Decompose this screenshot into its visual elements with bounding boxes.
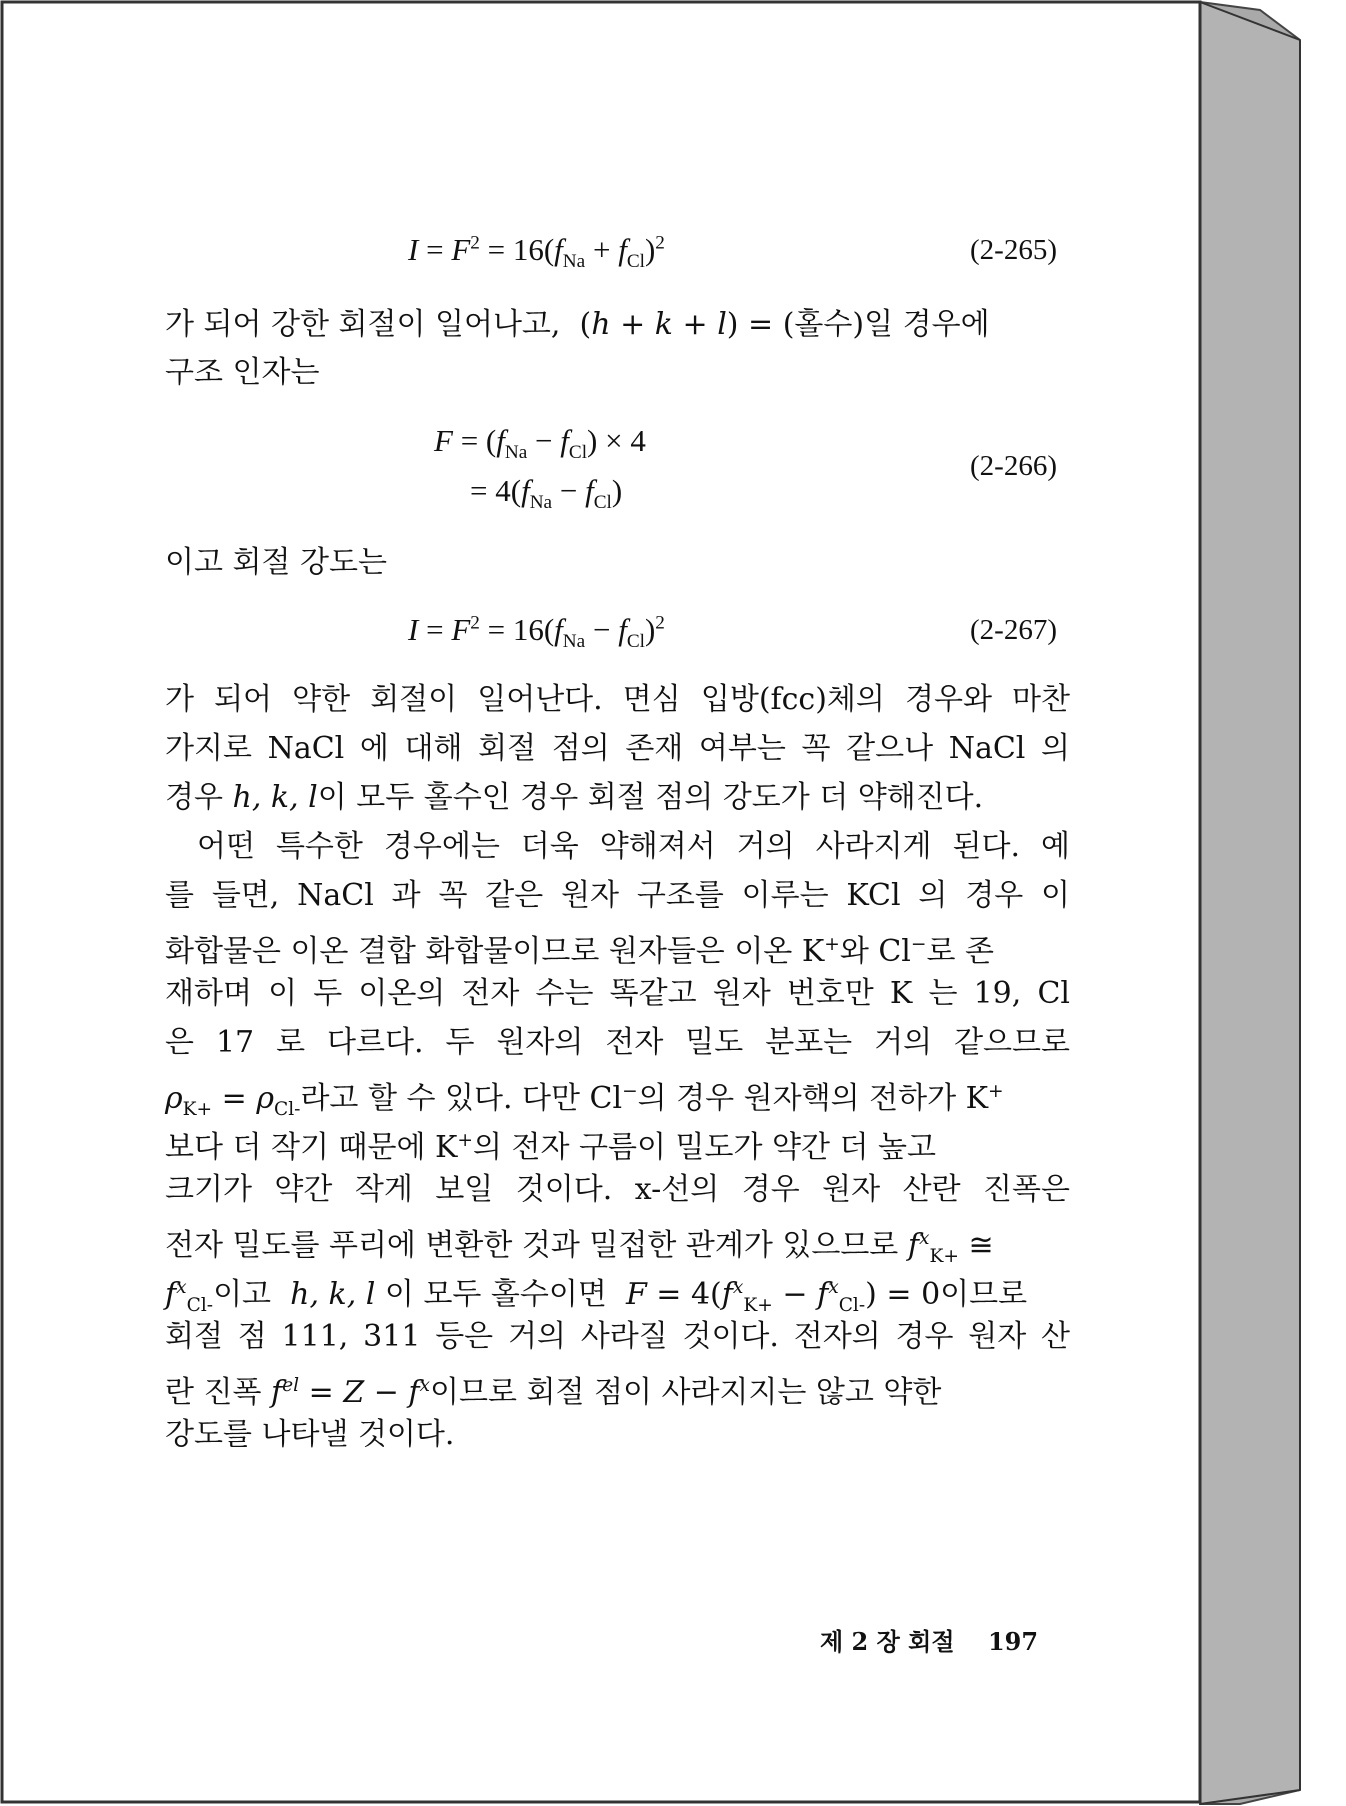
paragraph-line: 보다 더 작기 때문에 K+의 전자 구름이 밀도가 약간 더 높고: [165, 1130, 936, 1165]
paragraph-line: $f^x_{Cl-}$이고 h, k, l 이 모두 홀수이면 $F = 4(f^x_{K+} - f^x_{Cl-}) = 0$이므로: [165, 1277, 1028, 1316]
paragraph-line: 크기가 약간 작게 보일 것이다. x-선의 경우 원자 산란 진폭은: [165, 1172, 1070, 1207]
equation-number-2-265: (2-265): [970, 234, 1057, 266]
paragraph-line: 가지로 NaCl 에 대해 회절 점의 존재 여부는 꼭 같으나 NaCl 의: [165, 731, 1070, 766]
chapter-label: 제 2 장 회절: [820, 1627, 955, 1656]
paragraph-line: 이고 회절 강도는: [165, 545, 387, 580]
paragraph-line: 란 진폭 $f^{el} = Z - f^x$이므로 회절 점이 사라지지는 않고 약한: [165, 1375, 942, 1410]
paragraph-line: 회절 점 111, 311 등은 거의 사라질 것이다. 전자의 경우 원자 산: [165, 1319, 1070, 1354]
paragraph-line: 은 17 로 다르다. 두 원자의 전자 밀도 분포는 거의 같으므로: [165, 1025, 1070, 1060]
paragraph-line: 화합물은 이온 결합 화합물이므로 원자들은 이온 K+와 Cl−로 존: [165, 934, 994, 969]
book-edge-fill: [1200, 2, 1300, 1804]
page-footer: [820, 1622, 1038, 1657]
paragraph-line: 가 되어 약한 회절이 일어난다. 면심 입방(fcc)체의 경우와 마찬: [165, 682, 1070, 717]
paragraph-line: 를 들면, NaCl 과 꼭 같은 원자 구조를 이루는 KCl 의 경우 이: [165, 878, 1070, 913]
paragraph-line: 재하며 이 두 이온의 전자 수는 똑같고 원자 번호만 K 는 19, Cl: [165, 976, 1070, 1011]
equation-2-267: $I = F^2 = 16(f_{Na} - f_{Cl})^2$: [408, 612, 665, 653]
equation-2-266-line2: = $4(f_{Na} - f_{Cl})$: [470, 473, 623, 514]
equation-number-2-266: (2-266): [970, 450, 1057, 482]
paragraph-line: 구조 인자는: [165, 355, 320, 390]
paragraph-line: 어떤 특수한 경우에는 더욱 약해져서 거의 사라지게 된다. 예: [197, 829, 1070, 864]
paragraph-line: 경우 h, k, l이 모두 홀수인 경우 회절 점의 강도가 더 약해진다.: [165, 780, 984, 815]
paragraph-line: 가 되어 강한 회절이 일어나고, (h + k + l) = (홀수)일 경우에: [165, 307, 990, 342]
page-number: 197: [987, 1627, 1039, 1656]
paragraph-line: 전자 밀도를 푸리에 변환한 것과 밀접한 관계가 있으므로 $f^x_{K+}$ ≅: [165, 1228, 994, 1267]
equation-2-266-line1: $F = (f_{Na} - f_{Cl}) \times 4$: [434, 423, 646, 464]
equation-2-265: $I = F^2 = 16(f_{Na} + f_{Cl})^2$: [408, 232, 665, 273]
equation-number-2-267: (2-267): [970, 614, 1057, 646]
paragraph-line: $\rho_{K+} = \rho_{Cl-}$라고 할 수 있다. 다만 Cl−의 경우 원자핵의 전하가 K+: [165, 1081, 1004, 1120]
paragraph-line: 강도를 나타낼 것이다.: [165, 1417, 455, 1452]
